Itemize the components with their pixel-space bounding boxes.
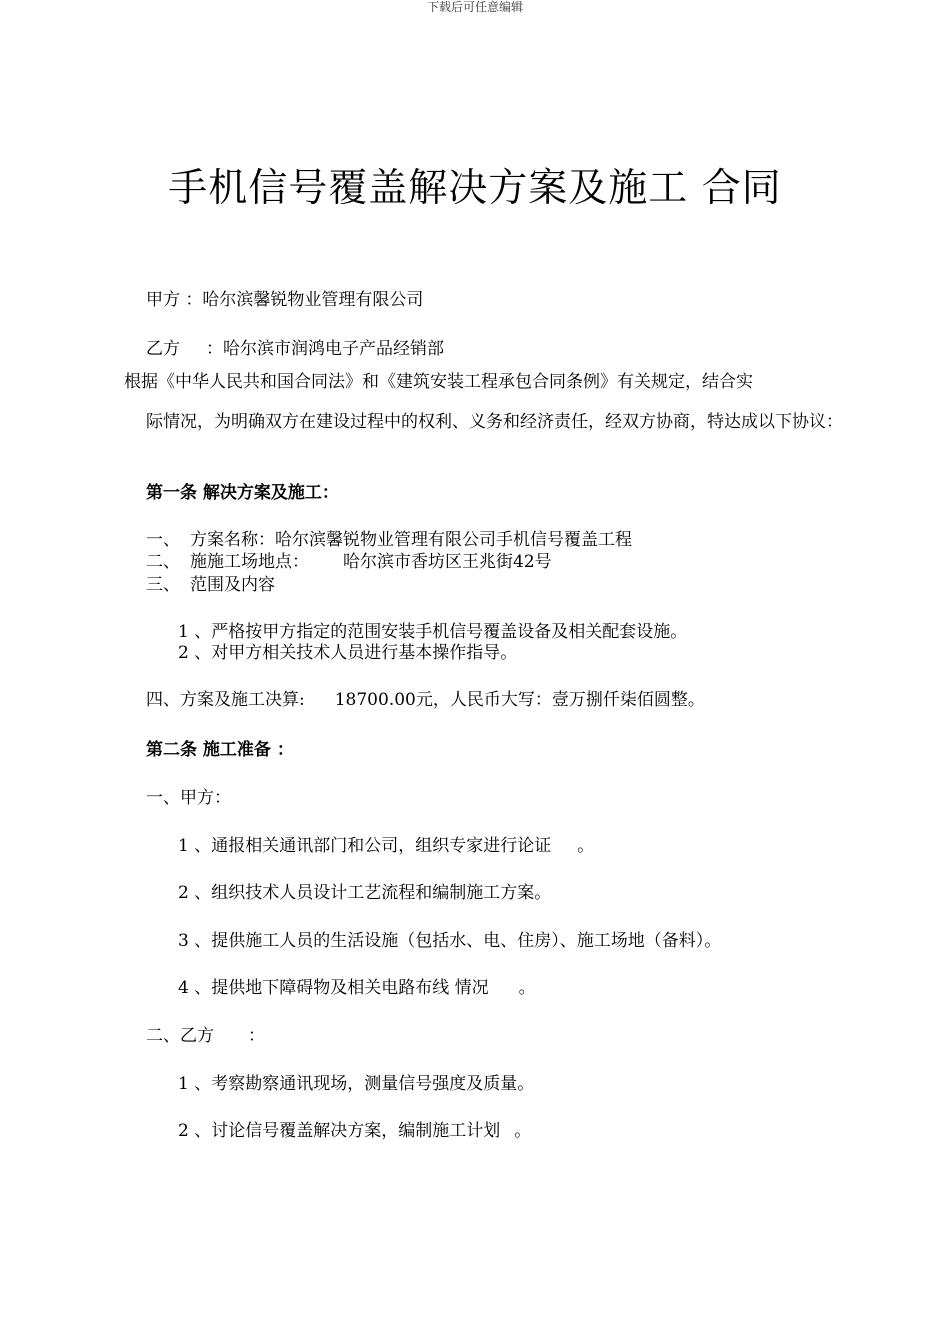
item-number: 一、	[146, 530, 180, 550]
budget-amount: 18700.00元，人民币大写：壹万捌仟柒佰圆整。	[334, 690, 705, 710]
duty-text: 1 、考察勘察通讯现场，测量信号强度及质量。	[178, 1074, 535, 1094]
document-title: 手机信号覆盖解决方案及施工 合同	[168, 166, 782, 211]
article-1-item	[146, 574, 275, 596]
party-b-line	[146, 338, 444, 360]
party-b-duty	[178, 1073, 534, 1095]
header-note: 下载后可任意编辑	[426, 0, 523, 14]
preamble-line-1: 根据《中华人民共和国合同法》和《建筑安装工程承包合同条例》有关规定，结合实	[124, 372, 753, 392]
item-label: 施施工场地点：	[190, 552, 309, 572]
duty-text: 4 、提供地下障碍物及相关电路布线 情况	[178, 978, 489, 998]
preamble-line-2: 际情况，为明确双方在建设过程中的权利、义务和经济责任，经双方协商，特达成以下协议：	[146, 412, 843, 432]
scope-item: 1 、严格按甲方指定的范围安装手机信号覆盖设备及相关配套设施。	[178, 622, 688, 642]
duty-end: 。	[577, 836, 595, 856]
article-1-heading: 第一条 解决方案及施工：	[146, 483, 339, 503]
duty-text: 2 、组织技术人员设计工艺流程和编制施工方案。	[178, 883, 552, 903]
party-a-duty	[178, 930, 721, 952]
party-a-duties-heading: 一、甲方：	[146, 788, 231, 808]
party-b-duties-label: 二、乙方	[146, 1026, 214, 1046]
item-value: 哈尔滨市香坊区王兆街42号	[343, 552, 552, 572]
party-a-value: 哈尔滨馨锐物业管理有限公司	[202, 290, 424, 310]
party-b-duties-colon: ：	[248, 1026, 265, 1046]
party-b-colon: ：	[206, 339, 223, 359]
item-label: 范围及内容	[190, 575, 275, 595]
party-a-duty	[178, 977, 536, 999]
article-2-heading: 第二条 施工准备 ：	[146, 740, 294, 760]
party-b-label: 乙方	[146, 339, 180, 359]
budget-label: 四、方案及施工决算:	[146, 690, 305, 710]
party-a-duty	[178, 835, 594, 857]
duty-text: 3 、提供施工人员的生活设施（包括水、电、住房）、施工场地（备料）。	[178, 931, 722, 951]
duty-text: 1 、通报相关通讯部门和公司，组织专家进行论证	[178, 836, 552, 856]
party-a-duty	[178, 882, 551, 904]
party-b-duty	[178, 1120, 531, 1142]
item-number: 二、	[146, 552, 180, 572]
duty-end: 。	[514, 1121, 532, 1141]
party-b-value: 哈尔滨市润鸿电子产品经销部	[223, 339, 444, 359]
party-a-line	[146, 289, 423, 311]
duty-end: 。	[518, 978, 536, 998]
scope-item: 2 、对甲方相关技术人员进行基本操作指导。	[178, 643, 518, 663]
item-value: 哈尔滨馨锐物业管理有限公司手机信号覆盖工程	[275, 530, 632, 550]
party-a-label: 甲方 ：	[146, 290, 203, 310]
item-number: 三、	[146, 575, 180, 595]
article-1-item	[146, 551, 552, 573]
item-label: 方案名称：	[190, 530, 275, 550]
budget-line	[146, 689, 705, 711]
party-b-duties-heading	[146, 1025, 265, 1047]
duty-text: 2 、讨论信号覆盖解决方案，编制施工计划	[178, 1121, 501, 1141]
article-1-item	[146, 529, 632, 551]
